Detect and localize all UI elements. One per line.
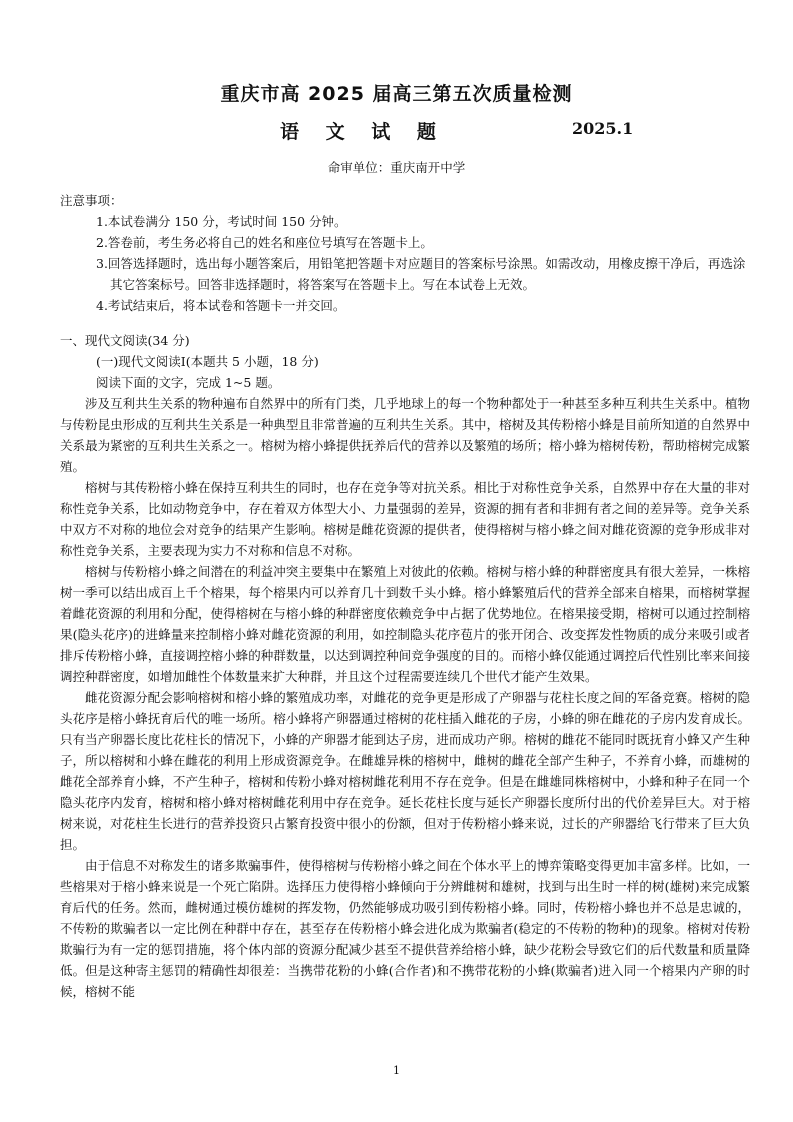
- passage-paragraph: 榕树与其传粉榕小蜂在保持互利共生的同时，也存在竞争等对抗关系。相比于对称性竞争关系，自然界中存在大量的非对称性竞争关系，比如动物竞争中，存在着双方体型大小、力量强弱的差异，资源的拥有者和非拥有者之间的差异等。竞争关系中双方不对称的地位会对竞争的结果产生影响。榕树是雌花资源的提供者，使得榕树与榕小蜂之间对雌花资源的竞争形成非对称性竞争关系，主要表现为实力不对称和信息不对称。: [60, 480, 750, 558]
- passage-paragraph: 由于信息不对称发生的诸多欺骗事件，使得榕树与传粉榕小蜂之间在个体水平上的博弈策略变得更加丰富多样。比如，一些榕果对于榕小蜂来说是一个死亡陷阱。选择压力使得榕小蜂倾向于分辨雌树和雄树，找到与出生时一样的树(雄树)来完成繁育后代的任务。然而，雌树通过模仿雄树的挥发物，仍然能够成功吸引到传粉榕小蜂。同时，传粉榕小蜂也并不总是忠诚的，不传粉的欺骗者以一定比例在种群中存在，甚至存在传粉榕小蜂会进化成为欺骗者(稳定的不传粉的物种)的现象。榕树对传粉欺骗行为有一定的惩罚措施，将个体内部的资源分配减少甚至不提供营养给榕小蜂，缺少花粉会导致它们的后代数量和质量降低。但是这种寄主惩罚的精确性却很差：当携带花粉的小蜂(合作者)和不携带花粉的小蜂(欺骗者)进入同一个榕果内产卵的时候，榕树不能: [60, 858, 750, 999]
- subject-title: 语 文 试 题: [280, 121, 446, 143]
- passage-paragraph: 榕树与传粉榕小蜂之间潜在的利益冲突主要集中在繁殖上对彼此的依赖。榕树与榕小蜂的种群密度具有很大差异，一株榕树一季可以结出成百上千个榕果，每个榕果内可以养育几十到数千头小蜂。榕小蜂繁殖后代的营养全部来自榕果，而榕树掌握着雌花资源的利用和分配，使得榕树在与榕小蜂的种群密度依赖竞争中占据了优势地位。在榕果接受期，榕树可以通过控制榕果(隐头花序)的进蜂量来控制榕小蜂对雌花资源的利用，如控制隐头花序苞片的张开闭合、改变挥发性物质的成分来吸引或者排斥传粉榕小蜂，直接调控榕小蜂的种群数量，以达到调控种间竞争强度的目的。而榕小蜂仅能通过调控后代性别比率来间接调控种群密度，如增加雌性个体数量来扩大种群，并且这个过程需要连续几个世代才能产生效果。: [60, 564, 750, 684]
- note-item: 4.考试结束后，将本试卷和答题卡一并交回。: [96, 298, 346, 313]
- compiling-unit: 命审单位：重庆南开中学: [327, 160, 466, 175]
- note-item: 2.答卷前，考生务必将自己的姓名和座位号填写在答题卡上。: [96, 235, 433, 250]
- page-number: 1: [393, 1064, 400, 1077]
- exam-date: 2025.1: [572, 119, 634, 138]
- subsection-title: (一)现代文阅读Ⅰ(本题共 5 小题，18 分): [96, 354, 319, 369]
- passage-paragraph: 雌花资源分配会影响榕树和榕小蜂的繁殖成功率，对雌花的竞争更是形成了产卵器与花柱长度之间的军备竞赛。榕树的隐头花序是榕小蜂抚育后代的唯一场所。榕小蜂将产卵器通过榕树的花柱插入雌花的子房，小蜂的卵在雌花的子房内发育成长。只有当产卵器长度比花柱长的情况下，小蜂的产卵器才能到达子房，进而成功产卵。榕树的雌花不能同时既抚育小蜂又产生种子，所以榕树和小蜂在雌花的利用上形成资源竞争。在雌雄异株的榕树中，雌树的雌花全部产生种子，不养育小蜂，而雄树的雌花全部养育小蜂，不产生种子，榕树和传粉小蜂对榕树雌花利用不存在竞争。但是在雌雄同株榕树中，小蜂和种子在同一个隐头花序内发育，榕树和榕小蜂对榕树雌花利用中存在竞争。延长花柱长度与延长产卵器长度所付出的代价差异巨大。对于榕树来说，对花柱生长进行的营养投资只占繁育投资中很小的份额，但对于传粉榕小蜂来说，过长的产卵器给飞行带来了巨大负担。: [60, 690, 750, 852]
- section-title: 一、现代文阅读(34 分): [60, 333, 190, 348]
- reading-instruction: 阅读下面的文字，完成 1~5 题。: [96, 375, 281, 390]
- passage: [60, 393, 750, 1002]
- notes-list: [96, 211, 748, 316]
- passage-paragraph: 涉及互利共生关系的物种遍布自然界中的所有门类，几乎地球上的每一个物种都处于一种甚至多种互利共生关系中。植物与传粉昆虫形成的互利共生关系是一种典型且非常普遍的互利共生关系。其中，榕树及其传粉榕小蜂是目前所知道的自然界中关系最为紧密的互利共生关系之一。榕树为榕小蜂提供抚养后代的营养以及繁殖的场所；榕小蜂为榕树传粉，帮助榕树完成繁殖。: [60, 396, 750, 474]
- note-item: 3.回答选择题时，选出每小题答案后，用铅笔把答题卡对应题目的答案标号涂黑。如需改动，用橡皮擦干净后，再选涂其它答案标号。回答非选择题时，将答案写在答题卡上。写在本试卷上无效。: [96, 256, 746, 292]
- notes-title: 注意事项：: [60, 193, 123, 208]
- note-item: 1.本试卷满分 150 分，考试时间 150 分钟。: [96, 214, 347, 229]
- exam-title: 重庆市高 2025 届高三第五次质量检测: [220, 83, 573, 105]
